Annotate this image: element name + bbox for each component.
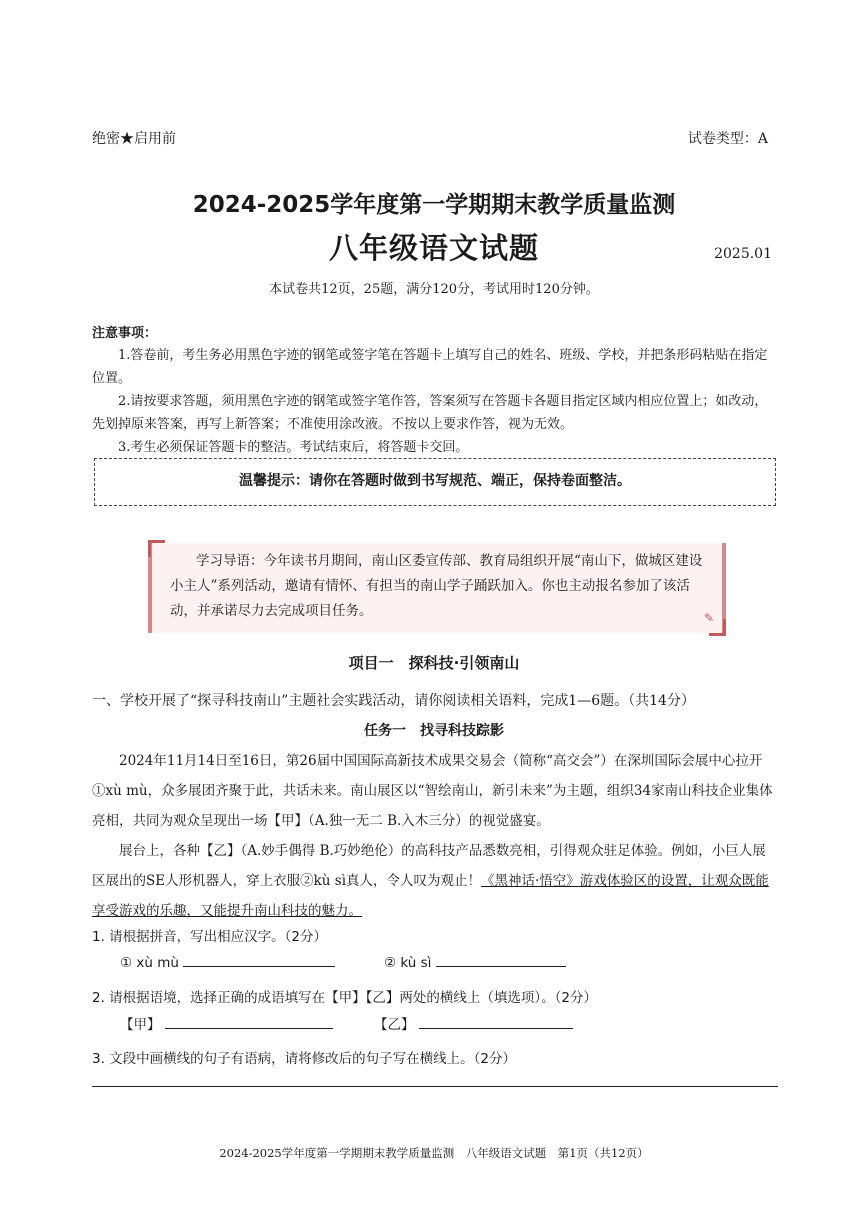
guide-corner-decoration — [148, 540, 165, 557]
q1-pinyin-b: ② kù sì — [384, 955, 432, 971]
scroll-decoration-icon: ✎ — [703, 611, 714, 625]
answer-blank[interactable] — [419, 1014, 573, 1029]
passage-paragraph: 2024年11月14日至16日，第26届中国国际高新技术成果交易会（简称“高交会”）在深圳国际会展中心拉开①xù mù，众多展团齐聚于此，共话未来。南山展区以“智绘南山，新引未来”为主题，组织34家南山科技企业集体亮相，共同为观众呈现出一场【甲】（A.独一无二 B.入木三分）的视觉盛宴。 — [92, 753, 773, 829]
project-title: 项目一 探科技·引领南山 — [348, 654, 520, 672]
paper-type-label: 试卷类型：A — [687, 131, 768, 147]
task-title: 任务一 找寻科技踪影 — [364, 723, 504, 739]
question-3: 3. 文段中画横线的句子有语病，请将修改后的句子写在横线上。（2分） — [92, 1051, 517, 1067]
tip-box — [94, 458, 776, 506]
q1-option-a — [120, 952, 335, 971]
q1-option-b — [384, 952, 566, 971]
answer-blank[interactable] — [436, 952, 566, 967]
q2-option-a — [120, 1013, 333, 1033]
q2-option-b — [374, 1013, 573, 1033]
answer-blank[interactable] — [165, 1014, 333, 1029]
question-1: 1. 请根据拼音，写出相应汉字。（2分） — [92, 929, 328, 945]
passage-text: 展台上，各种【乙】（A.妙手偶得 B.巧妙绝伦）的高科技产品悉数亮相，引得观众驻足体验。例如，小巨人展区展出的SE人形机器人，穿上衣服②kù sì真人，令人叹为观止！ — [92, 843, 766, 889]
confidential-label: 绝密★启用前 — [92, 131, 176, 147]
exam-info: 本试卷共12页，25题，满分120分，考试用时120分钟。 — [269, 282, 599, 297]
page-footer: 2024-2025学年度第一学期期末教学质量监测 八年级语文试题 第1页（共12页） — [219, 1146, 649, 1160]
q2-label-b: 【乙】 — [374, 1017, 415, 1033]
exam-title: 2024-2025学年度第一学期期末教学质量监测 — [192, 192, 676, 218]
section-heading: 一、学校开展了“探寻科技南山”主题社会实践活动，请你阅读相关语料，完成1—6题。（共14分） — [92, 693, 695, 709]
answer-line[interactable] — [92, 1086, 778, 1087]
passage-paragraph — [92, 836, 778, 926]
reading-passage — [92, 746, 778, 926]
note-item: 1.答卷前，考生务必用黑色字迹的钢笔或签字笔在答题卡上填写自己的姓名、班级、学校，并把条形码粘贴在指定位置。 — [92, 348, 768, 386]
underlined-sentence: 《黑神话·悟空》游戏体验区的设置，让观众既能享受游戏的乐趣，又能提升南山科技的魅力。 — [92, 873, 769, 919]
q1-pinyin-a: ① xù mù — [120, 955, 179, 971]
q2-label-a: 【甲】 — [120, 1017, 161, 1033]
exam-date: 2025.01 — [714, 246, 772, 262]
notes-list — [92, 344, 778, 459]
guide-box — [148, 543, 726, 633]
notes-title: 注意事项： — [92, 326, 158, 341]
exam-subtitle: 八年级语文试题 — [328, 231, 539, 265]
answer-blank[interactable] — [183, 952, 335, 967]
note-item: 3.考生必须保证答题卡的整洁。考试结束后，将答题卡交回。 — [118, 440, 469, 455]
guide-text: 学习导语：今年读书月期间，南山区委宣传部、教育局组织开展“南山下，做城区建设小主人”系列活动，邀请有情怀、有担当的南山学子踊跃加入。你也主动报名参加了该活动，并承诺尽力去完成项目任务。 — [170, 553, 703, 619]
note-item: 2.请按要求答题，须用黑色字迹的钢笔或签字笔作答，答案须写在答题卡各题目指定区域内相应位置上；如改动，先划掉原来答案，再写上新答案；不准使用涂改液。不按以上要求作答，视为无效。 — [92, 394, 768, 432]
tip-text: 温馨提示：请你在答题时做到书写规范、端正，保持卷面整洁。 — [239, 473, 631, 489]
question-2: 2. 请根据语境，选择正确的成语填写在【甲】【乙】两处的横线上（填选项）。（2分） — [92, 990, 598, 1006]
